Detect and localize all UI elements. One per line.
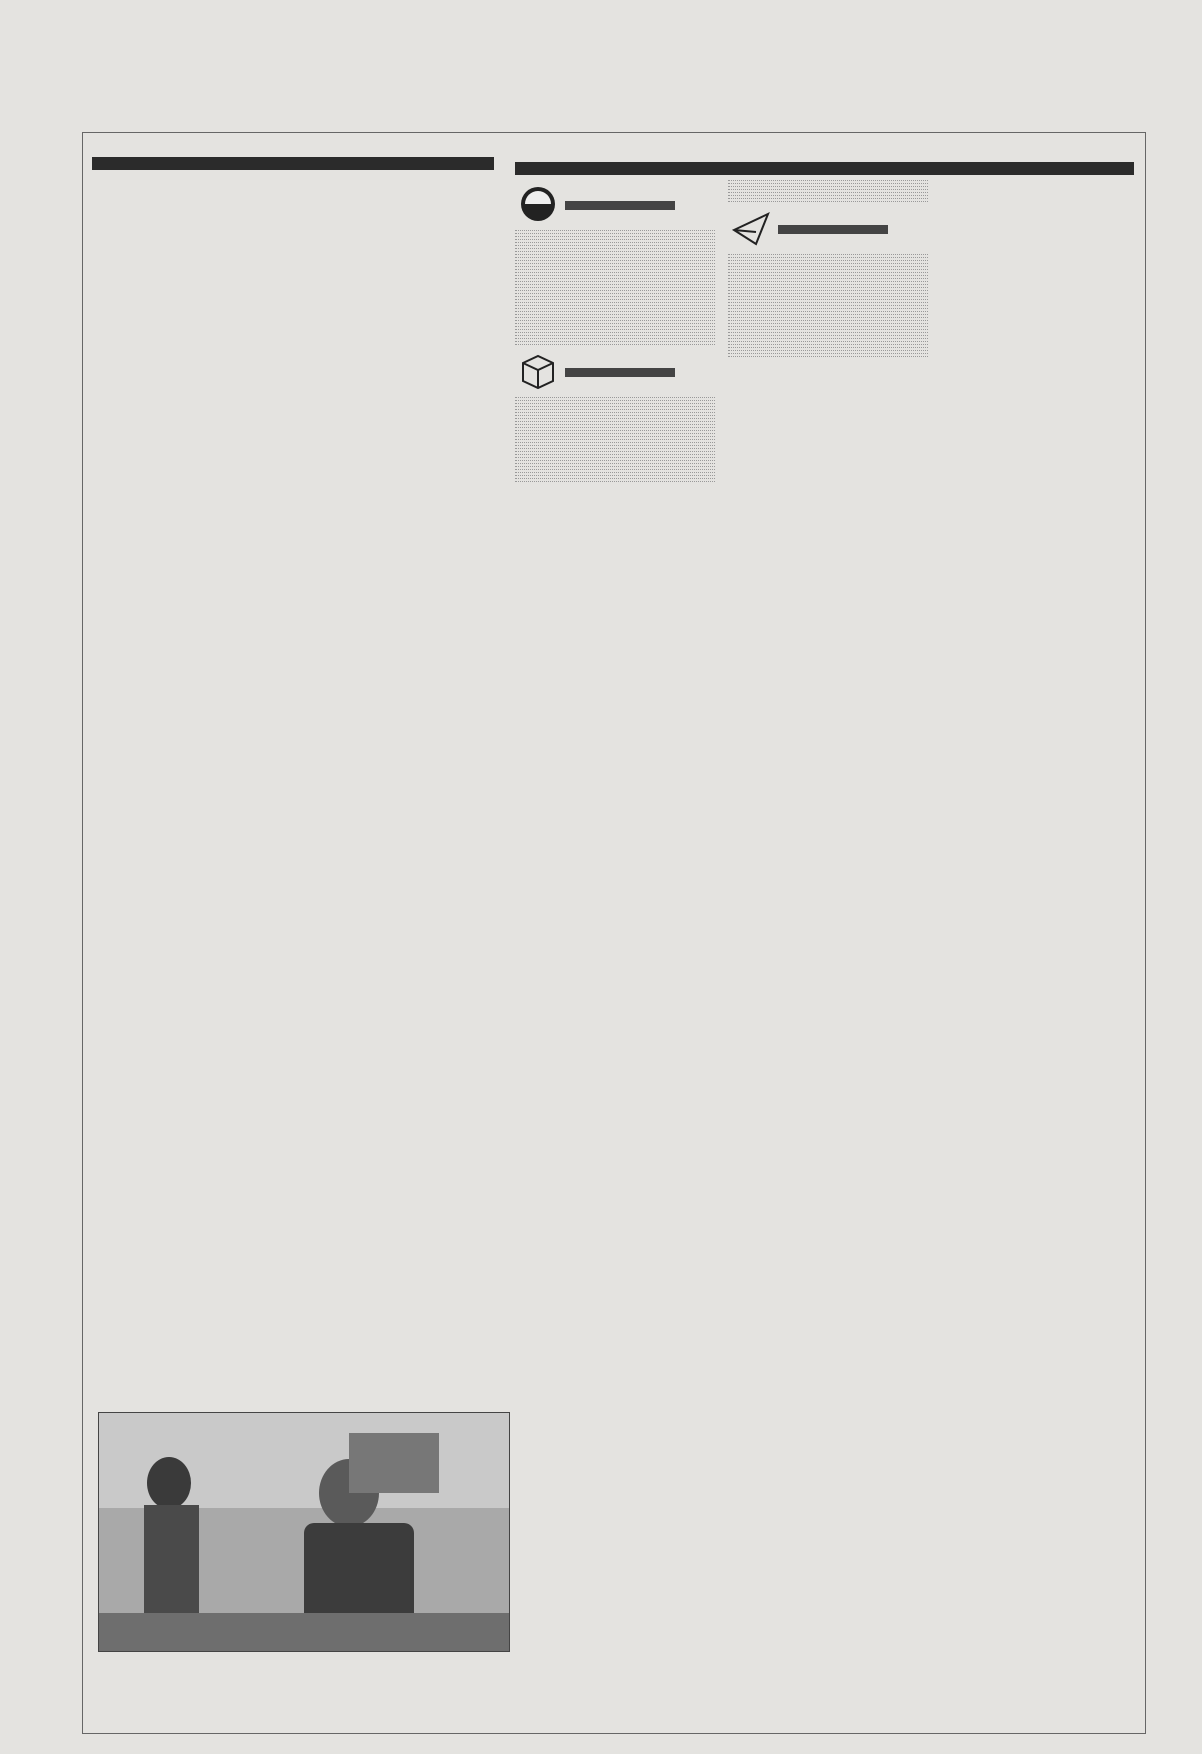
tv-listing-entry [728,354,928,357]
tv-listings-column-3 [941,178,1141,1726]
channel-header [728,208,928,248]
channel-name [565,366,675,377]
channel-logo-icon [728,208,774,248]
tv-listing-entry [515,479,715,482]
channel-logo-icon [515,351,561,391]
photo-scene-icon [99,1413,509,1651]
article-column-1 [92,322,288,1404]
tv-listing-entry [728,199,928,202]
tv-section-label [515,162,1134,175]
article-photo [98,1412,510,1652]
zapping-label [92,157,494,170]
channel-header [515,351,715,391]
tv-listings-column-2 [728,178,928,1726]
tv-listings-column-1 [515,178,715,1726]
channel-name [565,199,675,210]
channel-name [778,223,888,234]
article-column-2 [298,308,498,1404]
channel-logo-icon [515,184,561,224]
tv-listing-entry [515,342,715,345]
channel-header [515,184,715,224]
